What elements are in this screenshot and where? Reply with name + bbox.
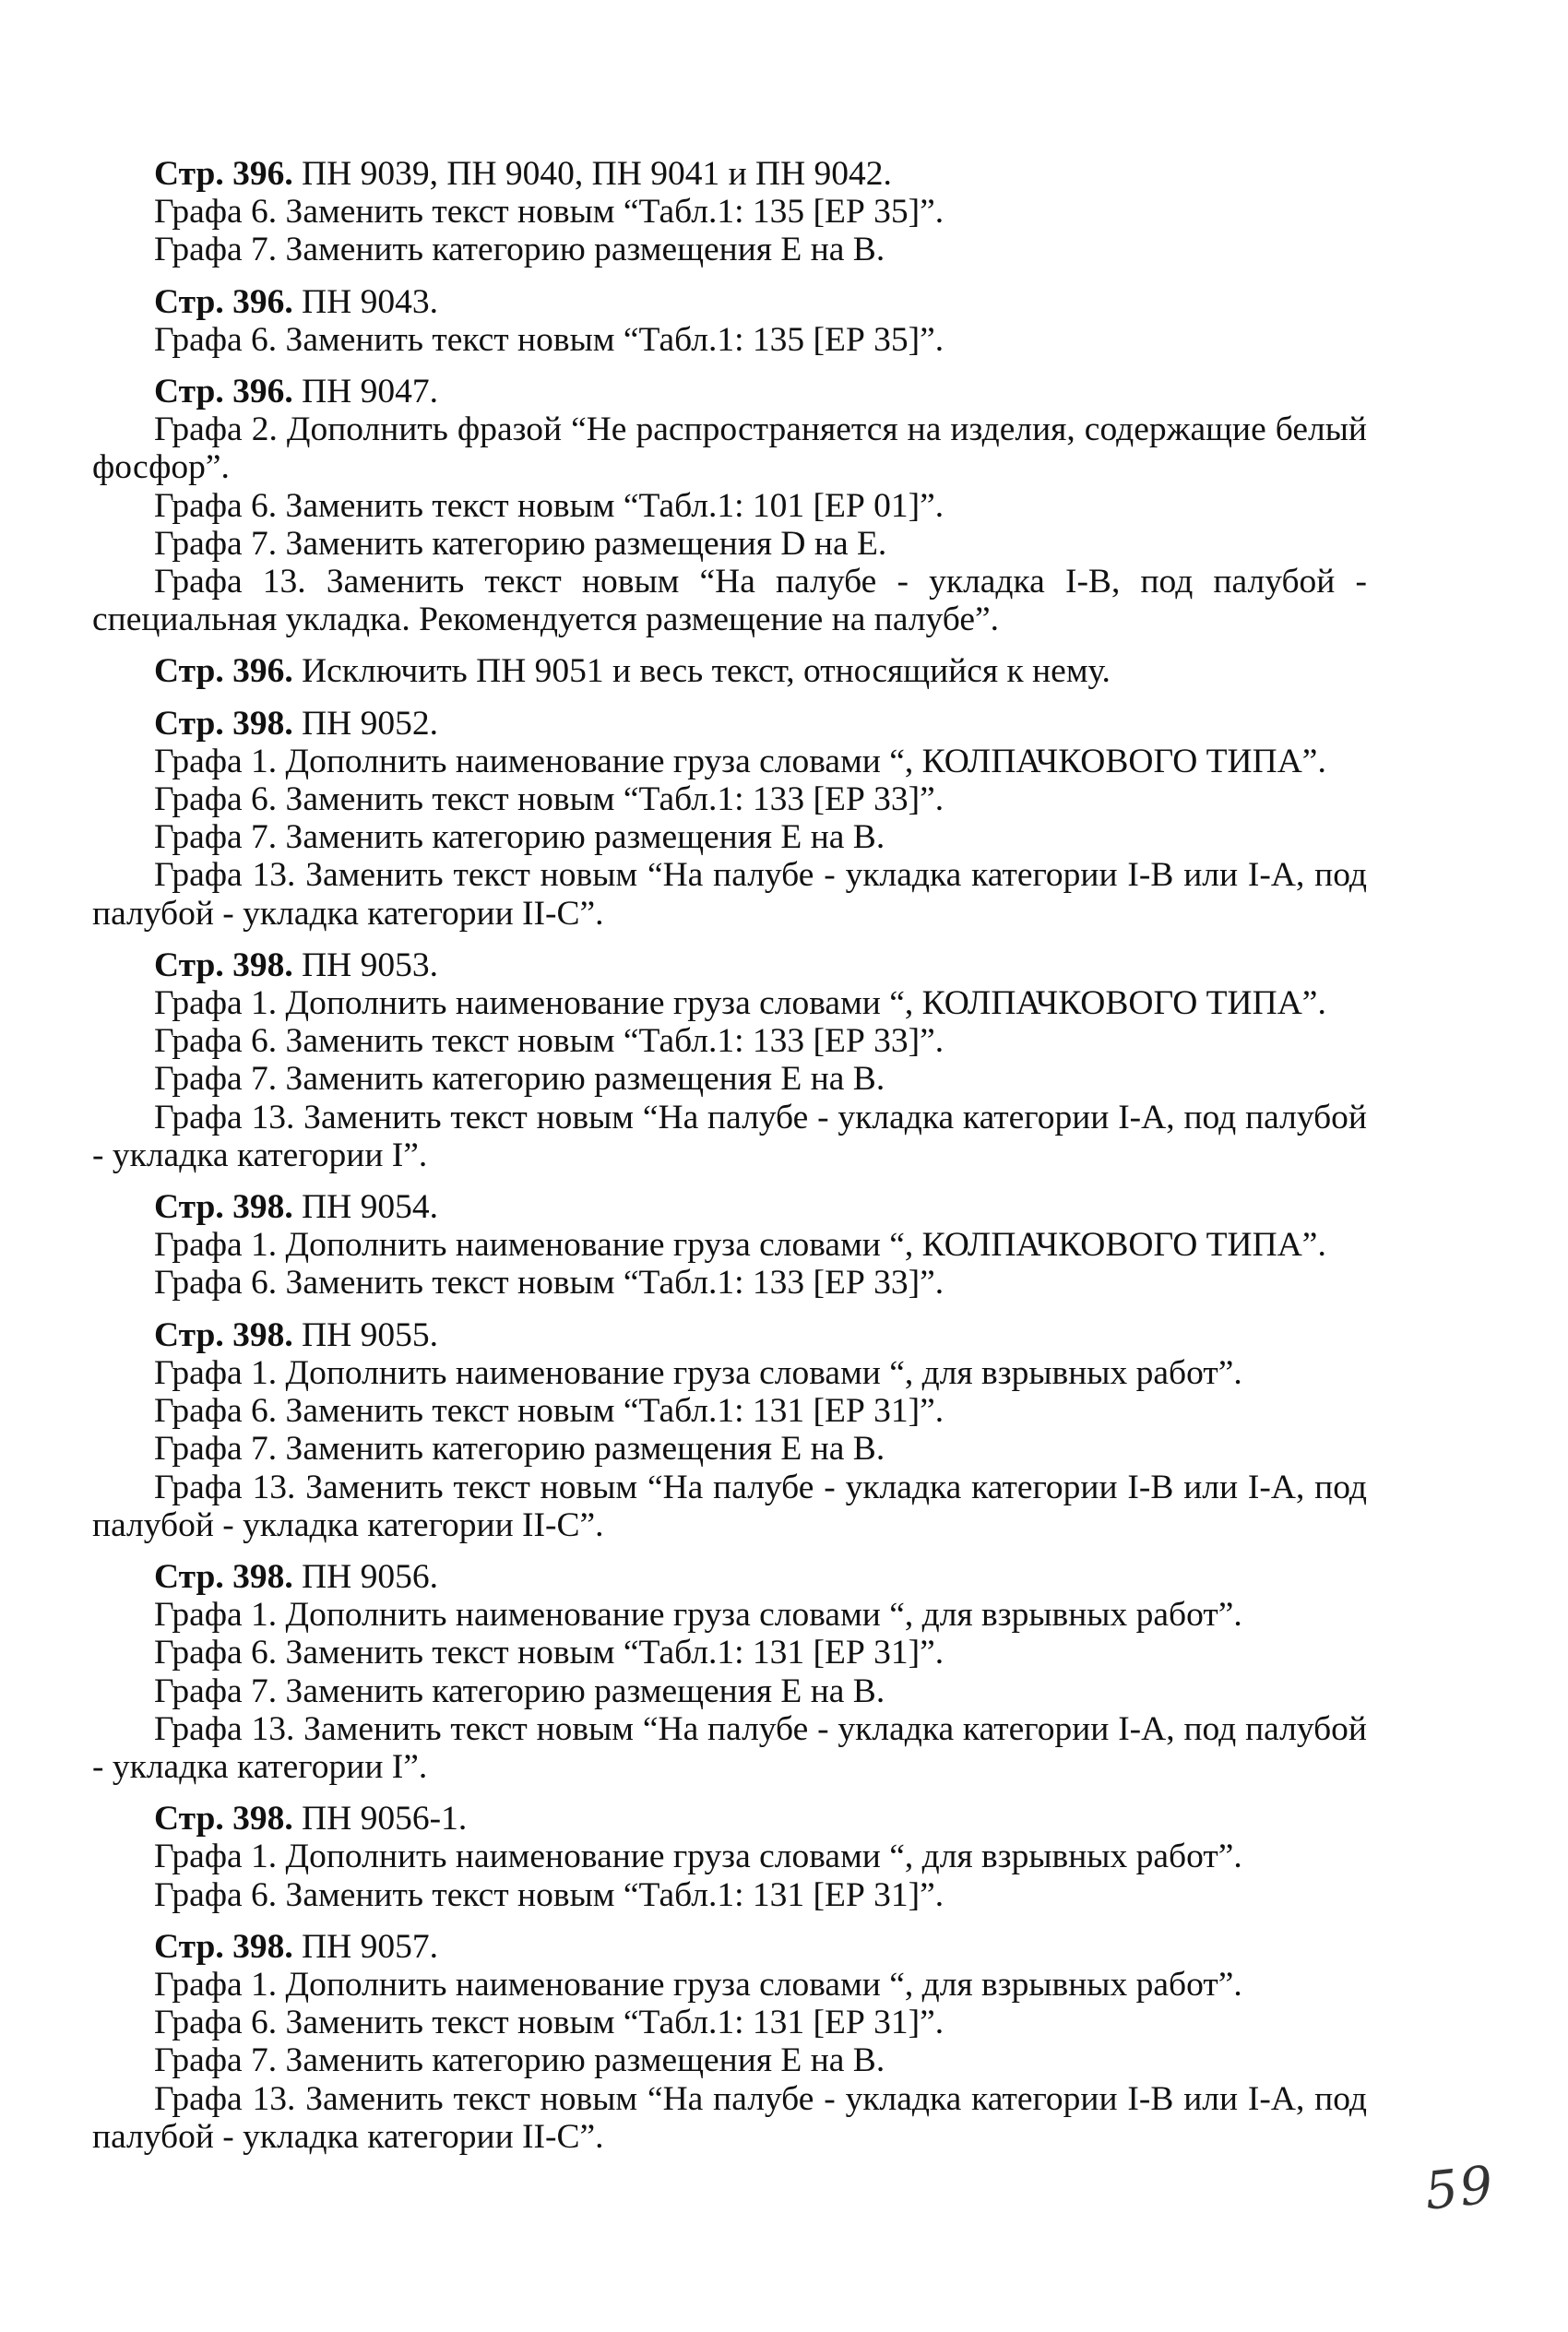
- amendment-line: Графа 13. Заменить текст новым “На палубе - укладка категории I-А, под палубой - укладка категории I”.: [92, 1709, 1367, 1786]
- page-reference: Стр. 398.: [154, 704, 293, 743]
- amendment-line: Графа 13. Заменить текст новым “На палубе - укладка категории I-В или I-А, под палубой - укладка категории II-С”.: [92, 856, 1367, 933]
- amendment-line: Графа 6. Заменить текст новым “Табл.1: 131 [ЕР 31]”.: [154, 1392, 944, 1431]
- amendment-entry: [92, 373, 1367, 638]
- amendment-line: Графа 13. Заменить текст новым “На палубе - укладка категории I-В или I-А, под палубой - укладка категории II-С”.: [92, 1468, 1367, 1544]
- page-reference: Стр. 398.: [154, 946, 293, 984]
- entry-heading: [92, 1558, 1367, 1596]
- amendment-line: Графа 13. Заменить текст новым “На палубе - укладка категории I-А, под палубой - укладка категории I”.: [92, 1098, 1367, 1174]
- amendment-entry: [92, 1928, 1367, 2156]
- amendment-line: Графа 6. Заменить текст новым “Табл.1: 133 [ЕР 33]”.: [154, 1264, 944, 1303]
- amendment-line: Графа 1. Дополнить наименование груза словами “, КОЛПАЧКОВОГО ТИПА”.: [154, 984, 1326, 1023]
- amendment-line: Графа 1. Дополнить наименование груза словами “, для взрывных работ”.: [154, 1838, 1242, 1876]
- amendment-entry: [92, 946, 1367, 1174]
- amendment-line: Графа 1. Дополнить наименование груза словами “, для взрывных работ”.: [154, 1596, 1242, 1635]
- entry-subject: ПН 9055.: [302, 1315, 438, 1354]
- page-reference: Стр. 396.: [154, 155, 293, 193]
- entry-subject: ПН 9056-1.: [302, 1800, 468, 1838]
- page-reference: Стр. 396.: [154, 373, 293, 411]
- entry-heading: [92, 1928, 1367, 1966]
- amendment-line: Графа 6. Заменить текст новым “Табл.1: 133 [ЕР 33]”.: [154, 1022, 944, 1061]
- amendment-line: Графа 6. Заменить текст новым “Табл.1: 131 [ЕР 31]”.: [154, 1634, 944, 1672]
- amendment-line: Графа 7. Заменить категорию размещения Е на В.: [154, 1672, 885, 1710]
- entry-subject: ПН 9054.: [302, 1188, 438, 1227]
- amendment-entry: [92, 155, 1367, 269]
- entry-heading: [92, 1800, 1367, 1838]
- amendment-line: Графа 6. Заменить текст новым “Табл.1: 101 [ЕР 01]”.: [154, 486, 944, 525]
- amendment-line: Графа 13. Заменить текст новым “На палубе - укладка I-В, под палубой - специальная укладка. Рекомендуется размещение на палубе”.: [92, 563, 1367, 639]
- entry-heading: [92, 1316, 1367, 1354]
- amendment-line: Графа 7. Заменить категорию размещения Е на В.: [154, 2041, 885, 2080]
- amendment-line: Графа 7. Заменить категорию размещения Е на В.: [154, 1430, 885, 1469]
- amendment-line: Графа 2. Дополнить фразой “Не распространяется на изделия, содержащие белый фосфор”.: [92, 410, 1367, 487]
- page-reference: Стр. 398.: [154, 1188, 293, 1227]
- amendment-line: Графа 7. Заменить категорию размещения D на Е.: [154, 524, 887, 563]
- amendment-line: Графа 7. Заменить категорию размещения Е на В.: [154, 818, 885, 857]
- amendment-line: Графа 1. Дополнить наименование груза словами “, для взрывных работ”.: [154, 1353, 1242, 1392]
- page-reference: Стр. 398.: [154, 1800, 293, 1838]
- entry-heading: [92, 946, 1367, 984]
- amendment-line: Графа 6. Заменить текст новым “Табл.1: 133 [ЕР 33]”.: [154, 780, 944, 819]
- amendment-entry: [92, 1800, 1367, 1914]
- amendment-line: Графа 7. Заменить категорию размещения Е на В.: [154, 1060, 885, 1099]
- amendment-line: Графа 1. Дополнить наименование груза словами “, КОЛПАЧКОВОГО ТИПА”.: [154, 742, 1326, 780]
- page-reference: Стр. 398.: [154, 1315, 293, 1354]
- entry-subject: ПН 9056.: [302, 1557, 438, 1596]
- entry-heading: [92, 373, 1367, 410]
- amendment-entry: [92, 1558, 1367, 1786]
- entry-subject: ПН 9043.: [302, 282, 438, 321]
- entry-heading: [92, 283, 1367, 321]
- page-reference: Стр. 398.: [154, 1927, 293, 1966]
- amendment-entry: [92, 1188, 1367, 1303]
- amendment-line: Графа 1. Дополнить наименование груза словами “, для взрывных работ”.: [154, 1965, 1242, 2004]
- page-reference: Стр. 398.: [154, 1557, 293, 1596]
- amendment-line: Графа 6. Заменить текст новым “Табл.1: 131 [ЕР 31]”.: [154, 2004, 944, 2042]
- entry-heading: [92, 1188, 1367, 1226]
- handwritten-page-number: 59: [1421, 2155, 1498, 2222]
- amendment-entry: [92, 1316, 1367, 1544]
- entry-subject: ПН 9039, ПН 9040, ПН 9041 и ПН 9042.: [302, 155, 892, 193]
- entry-heading: [92, 705, 1367, 743]
- amendment-entry: [92, 705, 1367, 933]
- entry-subject: ПН 9057.: [302, 1927, 438, 1966]
- entry-subject: ПН 9053.: [302, 946, 438, 984]
- amendment-line: Графа 6. Заменить текст новым “Табл.1: 131 [ЕР 31]”.: [154, 1875, 944, 1914]
- page-reference: Стр. 396.: [154, 282, 293, 321]
- amendment-line: Графа 6. Заменить текст новым “Табл.1: 135 [ЕР 35]”.: [154, 193, 944, 232]
- page-reference: Стр. 396.: [154, 652, 293, 691]
- entry-heading: [92, 155, 1367, 193]
- entry-subject: ПН 9052.: [302, 704, 438, 743]
- amendment-line: Графа 1. Дополнить наименование груза словами “, КОЛПАЧКОВОГО ТИПА”.: [154, 1226, 1326, 1265]
- amendment-line: Графа 6. Заменить текст новым “Табл.1: 135 [ЕР 35]”.: [154, 320, 944, 359]
- amendment-entry: [92, 652, 1367, 690]
- entry-heading: [92, 652, 1367, 690]
- amendment-line: Графа 13. Заменить текст новым “На палубе - укладка категории I-В или I-А, под палубой - укладка категории II-С”.: [92, 2079, 1367, 2156]
- amendment-line: Графа 7. Заменить категорию размещения Е на В.: [154, 231, 885, 269]
- entry-subject: ПН 9047.: [302, 373, 438, 411]
- amendment-entry: [92, 283, 1367, 359]
- document-body: [92, 155, 1367, 2170]
- entry-subject: Исключить ПН 9051 и весь текст, относящийся к нему.: [302, 652, 1111, 691]
